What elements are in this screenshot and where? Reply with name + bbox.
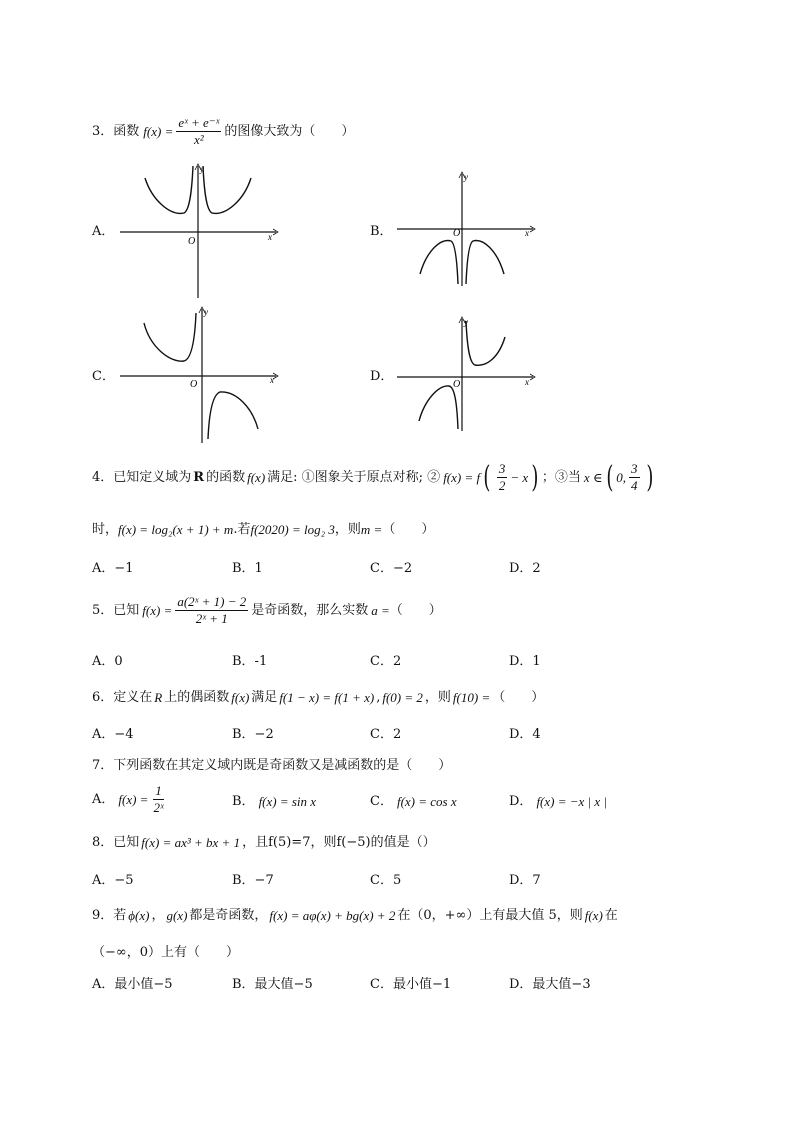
- q8-option-d: D．7: [509, 873, 541, 888]
- q5-option-a: A．0: [92, 654, 123, 669]
- q3-graph-b-x-label: x: [525, 228, 529, 238]
- q5-text-3: （ ）: [389, 603, 442, 619]
- q3-graph-a-y-label: y: [200, 164, 204, 174]
- q6-ask: f(10) =: [452, 690, 491, 705]
- q6-text-3: 满足: [251, 690, 278, 705]
- q4-paren-right: ): [531, 459, 539, 495]
- q4-line2-e: ，则: [334, 522, 361, 537]
- q4-interval-start: 0,: [616, 470, 626, 486]
- q9-stem-line2: （−∞，0）上有（ ）: [92, 945, 239, 960]
- q4-text-2: 的函数: [206, 470, 246, 486]
- q7-option-d-eq: f(x) = −x | x |: [536, 794, 607, 809]
- q7-option-a: [92, 784, 169, 816]
- q7-option-a-numerator: 1: [153, 784, 164, 800]
- q4-option-c: C．−2: [370, 561, 413, 576]
- q3-fraction: [176, 116, 221, 148]
- q3-graph-b: [395, 170, 545, 290]
- q4-r: R: [193, 470, 205, 486]
- q8-option-b: B．−7: [232, 873, 274, 888]
- q4-stem-line2: [92, 523, 434, 536]
- q9-text-4: 在（0，+∞）上有最大值 5，则: [397, 908, 583, 923]
- q4-interval-right: ): [645, 459, 653, 495]
- q3-graph-a: [118, 160, 288, 300]
- q5-fraction-denominator: 2ˣ + 1: [195, 611, 228, 627]
- q6-text-5: （ ）: [492, 690, 545, 705]
- q3-fraction-denominator: x²: [194, 132, 204, 148]
- q5-option-d: D．1: [509, 654, 541, 669]
- q6-option-a: A．−4: [92, 727, 134, 742]
- q4-text-3: 满足: ①图象关于原点对称; ②: [267, 470, 441, 486]
- q4-line2-d: f(2020) = log₂ 3: [250, 522, 335, 537]
- q3-graph-c-y-label: y: [204, 307, 208, 317]
- q7-option-a-eq: f(x) =: [118, 792, 149, 808]
- q9-phi: ϕ(x): [128, 908, 150, 923]
- q3-option-a-label: A．: [92, 224, 115, 239]
- q3-graph-d: [395, 315, 545, 435]
- q9-option-a: A．最小值−5: [92, 977, 173, 992]
- q7-option-b-label: B．: [232, 794, 255, 809]
- q4-option-b: B．1: [232, 561, 263, 576]
- q7-option-c: [370, 795, 457, 808]
- q4-condition: x ∈: [583, 470, 603, 486]
- q4-fraction-numerator: 3: [497, 462, 508, 478]
- q7-option-b: [232, 795, 316, 808]
- q6-r: R: [154, 690, 163, 705]
- q4-interval-fraction: [629, 462, 640, 494]
- q8-stem: [92, 836, 436, 849]
- q3-graph-a-origin: O: [188, 236, 196, 247]
- q6-option-c: C．2: [370, 727, 402, 742]
- q4-option-d: D．2: [509, 561, 541, 576]
- q4-text-4: ；③当: [541, 470, 581, 486]
- q3-stem: [92, 116, 354, 148]
- q3-option-c-label: C．: [92, 369, 115, 384]
- q5-fraction-numerator: a(2ˣ + 1) − 2: [175, 595, 248, 611]
- q3-tail: 的图像大致为（ ）: [224, 124, 355, 140]
- q9-option-c: C．最小值−1: [370, 977, 452, 992]
- q3-option-b-label: B．: [370, 224, 393, 239]
- q9-option-d: D．最大值−3: [509, 977, 591, 992]
- q3-graph-b-y-label: y: [464, 172, 468, 182]
- q9-g: g(x): [166, 908, 188, 923]
- q7-option-c-label: C．: [370, 794, 393, 809]
- q7-option-a-label: A．: [92, 792, 115, 808]
- q6-option-d: D．4: [509, 727, 541, 742]
- q5-text-1: 5．已知: [92, 603, 140, 619]
- q6-condition-2: f(0) = 2: [382, 690, 423, 705]
- q6-text-2: 上的偶函数: [164, 690, 230, 705]
- q8-eq: f(x) = ax³ + bx + 1: [141, 835, 241, 850]
- q6-text-1: 6．定义在: [92, 690, 153, 705]
- q7-option-c-eq: f(x) = cos x: [396, 794, 457, 809]
- q4-fraction: [497, 462, 508, 494]
- q9-text-1: 9．若: [92, 908, 127, 923]
- q3-graph-a-x-label: x: [268, 232, 272, 242]
- q5-option-c: C．2: [370, 654, 402, 669]
- q5-option-b: B．-1: [232, 654, 268, 669]
- q4-line2-g: （ ）: [382, 522, 435, 537]
- q5-fraction: [175, 595, 248, 627]
- q3-graph-c-origin: O: [190, 379, 198, 390]
- q8-text-1: 8．已知: [92, 835, 140, 850]
- q6-option-b: B．−2: [232, 727, 274, 742]
- q6-fx: f(x): [231, 690, 250, 705]
- q3-fraction-numerator: eˣ + e⁻ˣ: [176, 116, 221, 132]
- q5-stem: [92, 595, 442, 627]
- q5-text-2: 是奇函数，那么实数: [251, 603, 369, 619]
- q4-text-1: 4．已知定义域为: [92, 470, 192, 486]
- q9-fx: f(x): [584, 908, 603, 923]
- q7-option-d-label: D．: [509, 794, 533, 809]
- q6-condition-1: f(1 − x) = f(1 + x): [279, 690, 375, 705]
- q6-text-4: ，则: [424, 690, 451, 705]
- q4-interval-left: (: [605, 459, 613, 495]
- q9-text-3: 都是奇函数，: [189, 908, 268, 923]
- q4-interval-numerator: 3: [629, 462, 640, 478]
- q4-stem: [92, 459, 656, 495]
- q4-line2-a: 时，: [92, 522, 119, 537]
- q3-graph-c-x-label: x: [270, 375, 274, 385]
- q3-graph-d-y-label: y: [464, 317, 468, 327]
- q4-line2-f: m =: [360, 522, 383, 537]
- q9-text-5: 在: [604, 908, 618, 923]
- q9-eq: f(x) = aφ(x) + bg(x) + 2: [269, 908, 396, 923]
- q7-option-b-eq: f(x) = sin x: [258, 794, 317, 809]
- q3-graph-d-origin: O: [453, 379, 461, 390]
- q3-graph-b-origin: O: [453, 228, 461, 239]
- q7-option-a-fraction: [151, 784, 165, 816]
- q8-option-a: A．−5: [92, 873, 134, 888]
- q6-separator: ,: [376, 690, 381, 705]
- q9-stem: [92, 909, 618, 922]
- q3-option-d-label: D．: [370, 369, 394, 384]
- q7-option-a-denominator: 2ˣ: [153, 800, 164, 816]
- q4-fx: f(x): [247, 470, 266, 486]
- q4-fraction-denominator: 2: [498, 478, 506, 494]
- q4-interval-denominator: 4: [631, 478, 638, 494]
- q5-eq: f(x) =: [142, 603, 173, 619]
- q3-graph-c: [118, 305, 288, 445]
- q4-minus-x: − x: [510, 470, 529, 486]
- q4-line2-b: f(x) = log₂(x + 1) + m: [118, 522, 234, 537]
- q3-graph-d-x-label: x: [525, 377, 529, 387]
- q7-option-d: [509, 795, 607, 808]
- q3-number: 3．函数: [92, 124, 140, 140]
- q8-text-2: ，且f(5)=7，则f(−5)的值是（）: [242, 835, 436, 850]
- q9-option-b: B．最大值−5: [232, 977, 313, 992]
- q3-function: f(x) =: [143, 124, 174, 140]
- q6-stem: [92, 691, 544, 704]
- q7-stem: 7．下列函数在其定义域内既是奇函数又是减函数的是（ ）: [92, 758, 452, 773]
- q4-line2-c: .若: [233, 522, 251, 537]
- q4-option-a: A．−1: [92, 561, 134, 576]
- q9-text-2: ，: [151, 908, 165, 923]
- q4-paren-left: (: [483, 459, 491, 495]
- q8-option-c: C．5: [370, 873, 402, 888]
- q4-eq: f(x) = f: [443, 470, 481, 486]
- q5-a: a =: [371, 603, 390, 619]
